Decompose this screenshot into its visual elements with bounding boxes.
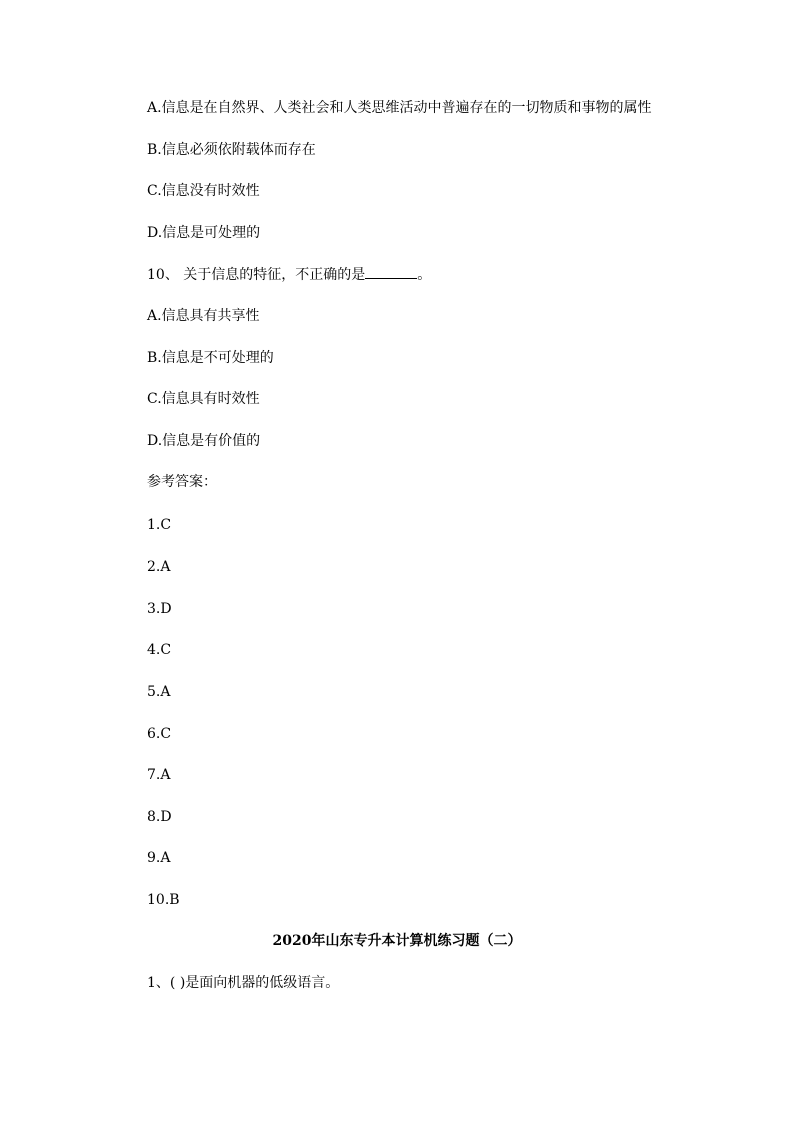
q9-option-d: D.信息是可处理的 (147, 225, 261, 241)
answer-item: 5.A (147, 684, 171, 700)
q9-option-b: B.信息必须依附载体而存在 (147, 142, 316, 158)
answer-item: 9.A (147, 850, 171, 866)
answer-item: 2.A (147, 559, 171, 575)
q10-option-d: D.信息是有价值的 (147, 433, 261, 449)
answer-item: 10.B (147, 892, 180, 908)
section-title: 2020年山东专升本计算机练习题（二） (272, 933, 522, 949)
q10-option-c: C.信息具有时效性 (147, 391, 260, 407)
q10-option-a: A.信息具有共享性 (147, 308, 260, 324)
answer-item: 8.D (147, 809, 172, 825)
answer-item: 3.D (147, 601, 172, 617)
answer-item: 7.A (147, 767, 171, 783)
q10-option-b: B.信息是不可处理的 (147, 350, 274, 366)
next-question: 1、( )是面向机器的低级语言。 (147, 975, 340, 991)
answer-item: 1.C (147, 517, 172, 533)
q9-option-c: C.信息没有时效性 (147, 183, 260, 199)
q10-stem-text: 10、 关于信息的特征，不正确的是 (147, 267, 366, 283)
q10-stem (147, 266, 431, 284)
q10-stem-end: 。 (417, 267, 432, 283)
answer-item: 6.C (147, 726, 172, 742)
answers-title: 参考答案： (147, 474, 217, 490)
answer-item: 4.C (147, 642, 172, 658)
q9-option-a: A.信息是在自然界、人类社会和人类思维活动中普遍存在的一切物质和事物的属性 (147, 100, 652, 116)
answer-blank (365, 266, 417, 279)
